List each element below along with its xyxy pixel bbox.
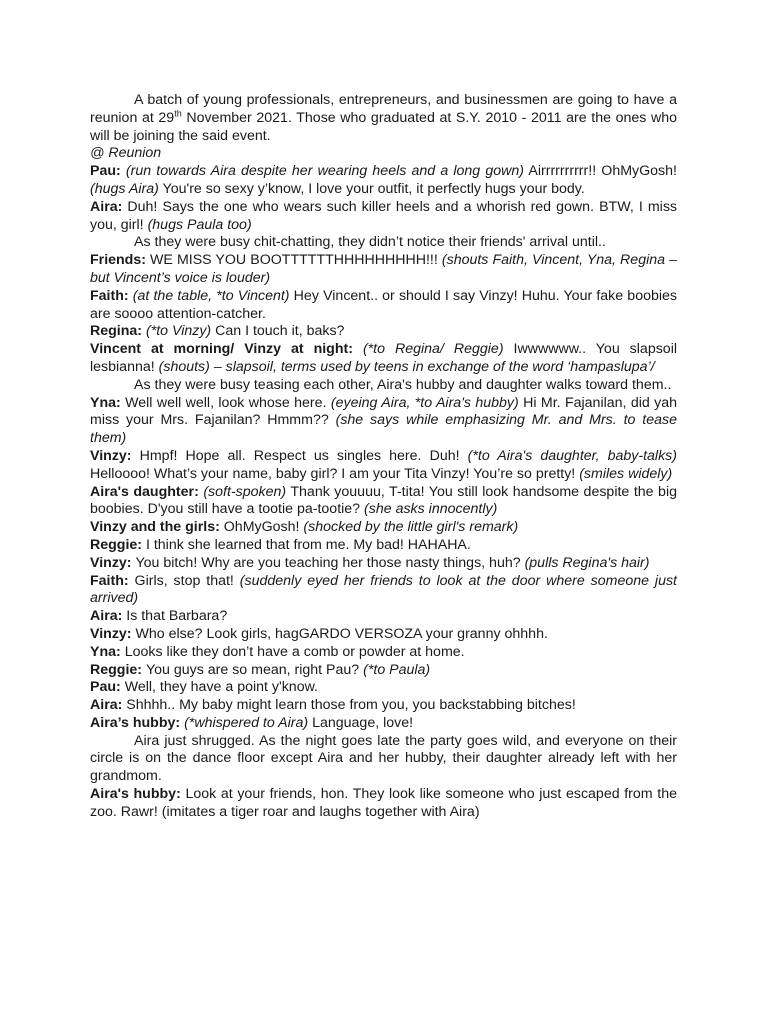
dialogue-line [90, 537, 677, 555]
text-span: Thank youuuu, T-tita! You still look handsome despite the big boobies. D'you still have a tootie pa-tootie? [90, 483, 677, 518]
text-span: Duh! Says the one who wears such killer heels and a whorish red gown. BTW, I miss you, girl! [90, 198, 678, 233]
text-span: As they were busy teasing each other, Aira's hubby and daughter walks toward them.. [134, 376, 672, 393]
text-span: A batch of young professionals, entrepreneurs, and businessmen are going to have a reunion at 29 [90, 92, 677, 126]
dialogue-line [90, 395, 677, 448]
dialogue-line [90, 448, 677, 484]
speaker-name: Vincent at morning/ Vinzy at night: [90, 341, 363, 358]
dialogue-line [90, 662, 677, 680]
narration-paragraph [90, 733, 677, 786]
dialogue-line [90, 199, 677, 235]
stage-direction: (shouts) – slapsoil, terms used by teens in exchange of the word ‘hampaslupa’/ [158, 358, 655, 375]
stage-direction: (she says while emphasizing Mr. and Mrs. to tease them) [90, 412, 677, 447]
text-span: Shhhh.. My baby might learn those from you, you backstabbing bitches! [126, 697, 576, 714]
speaker-name: Vinzy: [90, 554, 136, 571]
stage-direction: (hugs Paula too) [147, 216, 252, 233]
speaker-name: Yna: [90, 643, 125, 660]
speaker-name: Reggie: [90, 661, 146, 678]
speaker-name: Aira: [90, 608, 127, 625]
text-span: You bitch! Why are you teaching her those nasty things, huh? [135, 554, 525, 571]
speaker-name: Aira: [90, 198, 128, 215]
dialogue-line [90, 626, 677, 644]
speaker-name: Vinzy: [90, 447, 140, 464]
dialogue-line [90, 679, 677, 697]
speaker-name: Vinzy: [90, 625, 136, 642]
dialogue-line [90, 644, 677, 662]
dialogue-line [90, 555, 677, 573]
text-span: OhMyGosh! [223, 519, 304, 536]
dialogue-line [90, 608, 677, 626]
stage-direction: (*to Aira's daughter, baby-talks) [467, 447, 677, 464]
text-span: Hi Mr. Fajanilan, did yah miss your Mrs. Fajanilan? Hmmm?? [90, 394, 678, 429]
text-span: Can I touch it, baks? [211, 323, 345, 340]
text-span: You're so sexy y’know, I love your outfit, it perfectly hugs your body. [158, 180, 585, 197]
text-span: Language, love! [308, 714, 414, 731]
text-span: WE MISS YOU BOOTTTTTTHHHHHHHHH!!! [150, 252, 442, 269]
text-span: Looks like they don’t have a comb or powder at home. [124, 643, 465, 660]
stage-direction: @ Reunion [90, 145, 162, 162]
stage-direction: (*to Vinzy) [145, 323, 212, 340]
text-span: Is that Barbara? [126, 608, 228, 625]
stage-direction: (run towards Aira despite her wearing heels and a long gown) [125, 163, 525, 180]
stage-direction: (pulls Regina's hair) [524, 554, 650, 571]
stage-direction: (at the table, *to Vincent) [132, 287, 290, 304]
narration-paragraph [90, 92, 677, 145]
speaker-name: Vinzy and the girls: [90, 519, 224, 536]
stage-direction: (suddenly eyed her friends to look at the door where someone just arrived) [90, 572, 678, 607]
dialogue-line [90, 786, 677, 822]
dialogue-line [90, 715, 677, 733]
dialogue-line [90, 145, 677, 163]
text-span: Well, they have a point y'know. [124, 679, 318, 696]
ordinal-suffix: th [174, 108, 182, 119]
dialogue-line [90, 573, 677, 609]
stage-direction: (shocked by the little girl's remark) [303, 519, 519, 536]
text-span: Girls, stop that! [134, 572, 240, 589]
script-body [90, 92, 677, 822]
dialogue-line [90, 163, 677, 199]
speaker-name: Faith: [90, 572, 135, 589]
speaker-name: Aira's daughter: [90, 483, 204, 500]
stage-direction: (*to Paula) [363, 661, 431, 678]
narration-paragraph [90, 377, 677, 395]
stage-direction: (smiles widely) [579, 465, 673, 482]
text-span: I think she learned that from me. My bad! HAHAHA. [145, 536, 471, 553]
stage-direction: (*to Regina/ Reggie) [362, 341, 504, 358]
stage-direction: (*whispered to Aira) [184, 714, 309, 731]
stage-direction: (she asks innocently) [364, 501, 498, 518]
narration-paragraph [90, 234, 677, 252]
stage-direction: (soft-spoken) [203, 483, 287, 500]
text-span: Look at your friends, hon. They look like someone who just escaped from the zoo. Rawr! (imitates a tiger roar and laughs together with Aira) [90, 786, 677, 820]
dialogue-line [90, 323, 677, 341]
text-span: Well well well, look whose here. [125, 394, 331, 411]
text-span: You guys are so mean, right Pau? [145, 661, 364, 678]
dialogue-line [90, 519, 677, 537]
speaker-name: Aira’s hubby: [90, 714, 185, 731]
speaker-name: Yna: [90, 394, 126, 411]
dialogue-line [90, 288, 677, 324]
stage-direction: (hugs Aira) [90, 180, 159, 197]
dialogue-line [90, 341, 677, 377]
text-span: As they were busy chit-chatting, they didn’t notice their friends' arrival until.. [134, 234, 606, 251]
dialogue-line [90, 697, 677, 715]
text-span: Aira just shrugged. As the night goes late the party goes wild, and everyone on their circle is on the dance floor except Aira and her hubby, their daughter already left with her grandmom. [90, 732, 677, 785]
text-span: Hmpf! Hope all. Respect us singles here. Duh! [139, 447, 468, 464]
speaker-name: Faith: [90, 287, 133, 304]
text-span: Who else? Look girls, hagGARDO VERSOZA your granny ohhhh. [135, 625, 548, 642]
speaker-name: Friends: [90, 252, 151, 269]
text-span: Helloooo! What’s your name, baby girl? I am your Tita Vinzy! You’re so pretty! [90, 465, 580, 482]
text-span: Airrrrrrrrrr!! OhMyGosh! [524, 163, 677, 180]
speaker-name: Reggie: [90, 536, 146, 553]
dialogue-line [90, 484, 677, 520]
stage-direction: (eyeing Aira, *to Aira's hubby) [330, 394, 519, 411]
dialogue-line [90, 252, 677, 288]
speaker-name: Regina: [90, 323, 146, 340]
speaker-name: Pau: [90, 163, 126, 180]
speaker-name: Aira: [90, 697, 127, 714]
stage-direction: (shouts Faith, Vincent, Yna, Regina – but Vincent’s voice is louder) [90, 252, 677, 286]
speaker-name: Aira's hubby: [90, 786, 186, 803]
text-span: Hey Vincent.. or should I say Vinzy! Huhu. Your fake boobies are soooo attention-catcher. [90, 287, 678, 322]
text-span: Iwwwwww.. You slapsoil lesbianna! [90, 341, 678, 375]
speaker-name: Pau: [90, 679, 125, 696]
text-span: November 2021. Those who graduated at S.Y. 2010 - 2011 are the ones who will be joining the said event. [90, 109, 678, 144]
